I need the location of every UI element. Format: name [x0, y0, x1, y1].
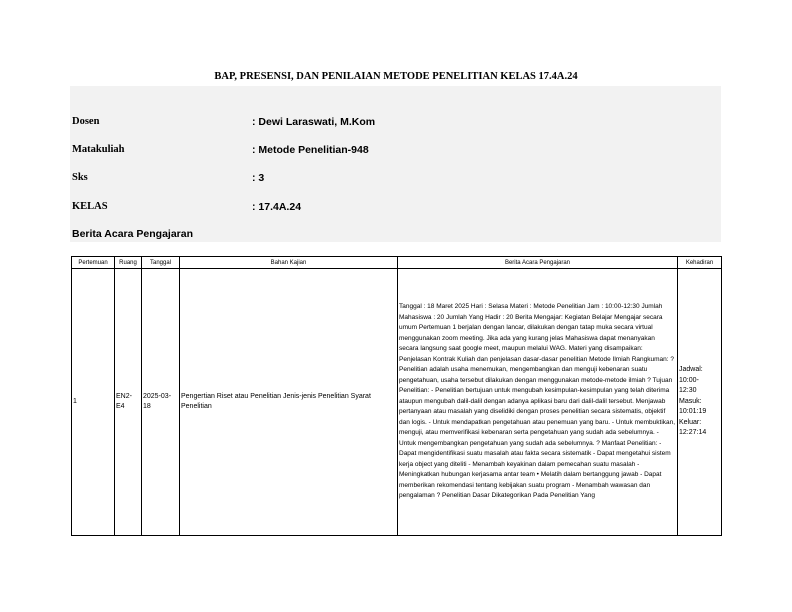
kehadiran-line: Jadwal:: [679, 366, 703, 374]
info-label: Matakuliah: [72, 144, 125, 155]
table-row: [72, 269, 722, 536]
info-label: Sks: [72, 172, 88, 183]
column-header: Kehadiran: [678, 257, 722, 269]
info-label: KELAS: [72, 201, 108, 212]
column-header: Pertemuan: [72, 257, 115, 269]
kehadiran-line: 10:01:19: [679, 408, 707, 416]
cell-tanggal: 2025-03-18: [142, 269, 180, 536]
info-value: : Metode Penelitian-948: [252, 144, 369, 156]
cell-pertemuan: 1: [72, 269, 115, 536]
info-label: Dosen: [72, 116, 100, 127]
column-header: Berita Acara Pengajaran: [398, 257, 678, 269]
info-value: : 17.4A.24: [252, 201, 302, 213]
info-value: : 3: [252, 172, 265, 184]
cell-bahan-kajian: Pengertian Riset atau Penelitian Jenis-jenis Penelitian Syarat Penelitian: [180, 269, 398, 536]
course-info-panel: [70, 86, 721, 242]
kehadiran-line: 10:00-: [679, 376, 699, 384]
kehadiran-line: 12:27:14: [679, 429, 707, 437]
info-value: : Dewi Laraswati, M.Kom: [252, 116, 376, 128]
section-title: Berita Acara Pengajaran: [72, 228, 194, 240]
kehadiran-line: Masuk:: [679, 397, 702, 405]
column-header: Ruang: [115, 257, 142, 269]
cell-kehadiran: [678, 269, 722, 536]
cell-berita-acara: Tanggal : 18 Maret 2025 Hari : Selasa Materi : Metode Penelitian Jam : 10:00-12:30 Jumlah Mahasiswa : 20 Jumlah Yang Hadir : 20 Berita Mengajar: Kegiatan Belajar Mengajar secara umum Pertemuan 1 berjalan dengan lancar, dilakukan dengan tatap muka secara virtual menggunakan zoom meeting. Jika ada yang kurang jelas Mahasiswa dapat menanyakan secara langsung saat google meet, maupun melalui WAG. Materi yang disampaikan: Penjelasan Kontrak Kuliah dan penjelasan dasar-dasar penelitian Metode Ilmiah Rangkuman: ? Penelitian adalah usaha menemukan, mengembangkan dan menguji kebenaran suatu pengetahuan, usaha tersebut dilakukan dengan menggunakan metode-metode ilmiah ? Tujuan Penelitian: - Penelitian bertujuan untuk mengubah kesimpulan-kesimpulan yang telah diterima ataupun mengubah dalil-dalil dengan adanya aplikasi baru dari dalil-dalil tersebut. Menjawab pertanyaan atau masalah yang diselidiki dengan proses penelitian secara sistematis, objektif dan logis. - Untuk mendapatkan pengetahuan atau penemuan yang baru. - Untuk membuktikan, menguji, atau memverifikasi kebenaran serta pengetahuan yang sudah ada sebelumnya. - Untuk mengembangkan pengetahuan yang sudah ada sebelumnya. ? Manfaat Penelitian: - Dapat mengidentifikasi suatu masalah atau fakta secara sistematik - Dapat mengetahui sistem kerja object yang diteliti - Menambah keyakinan dalam pemecahan suatu masalah - Meningkatkan hubungan kerjasama antar team • Melatih dalam bertanggung jawab - Dapat memberikan rekomendasi tentang kebijakan suatu program - Menambah wawasan dan pengalaman ? Penelitian Dasar Dikategorikan Pada Penelitian Yang: [398, 269, 678, 536]
kehadiran-line: Keluar:: [679, 418, 702, 426]
column-header: Tanggal: [142, 257, 180, 269]
column-header: Bahan Kajian: [180, 257, 398, 269]
cell-ruang: EN2-E4: [115, 269, 142, 536]
table-header-row: [72, 257, 722, 269]
attendance-table: [71, 256, 722, 536]
kehadiran-line: 12:30: [679, 387, 697, 395]
page-title: BAP, PRESENSI, DAN PENILAIAN METODE PENELITIAN KELAS 17.4A.24: [214, 71, 578, 82]
